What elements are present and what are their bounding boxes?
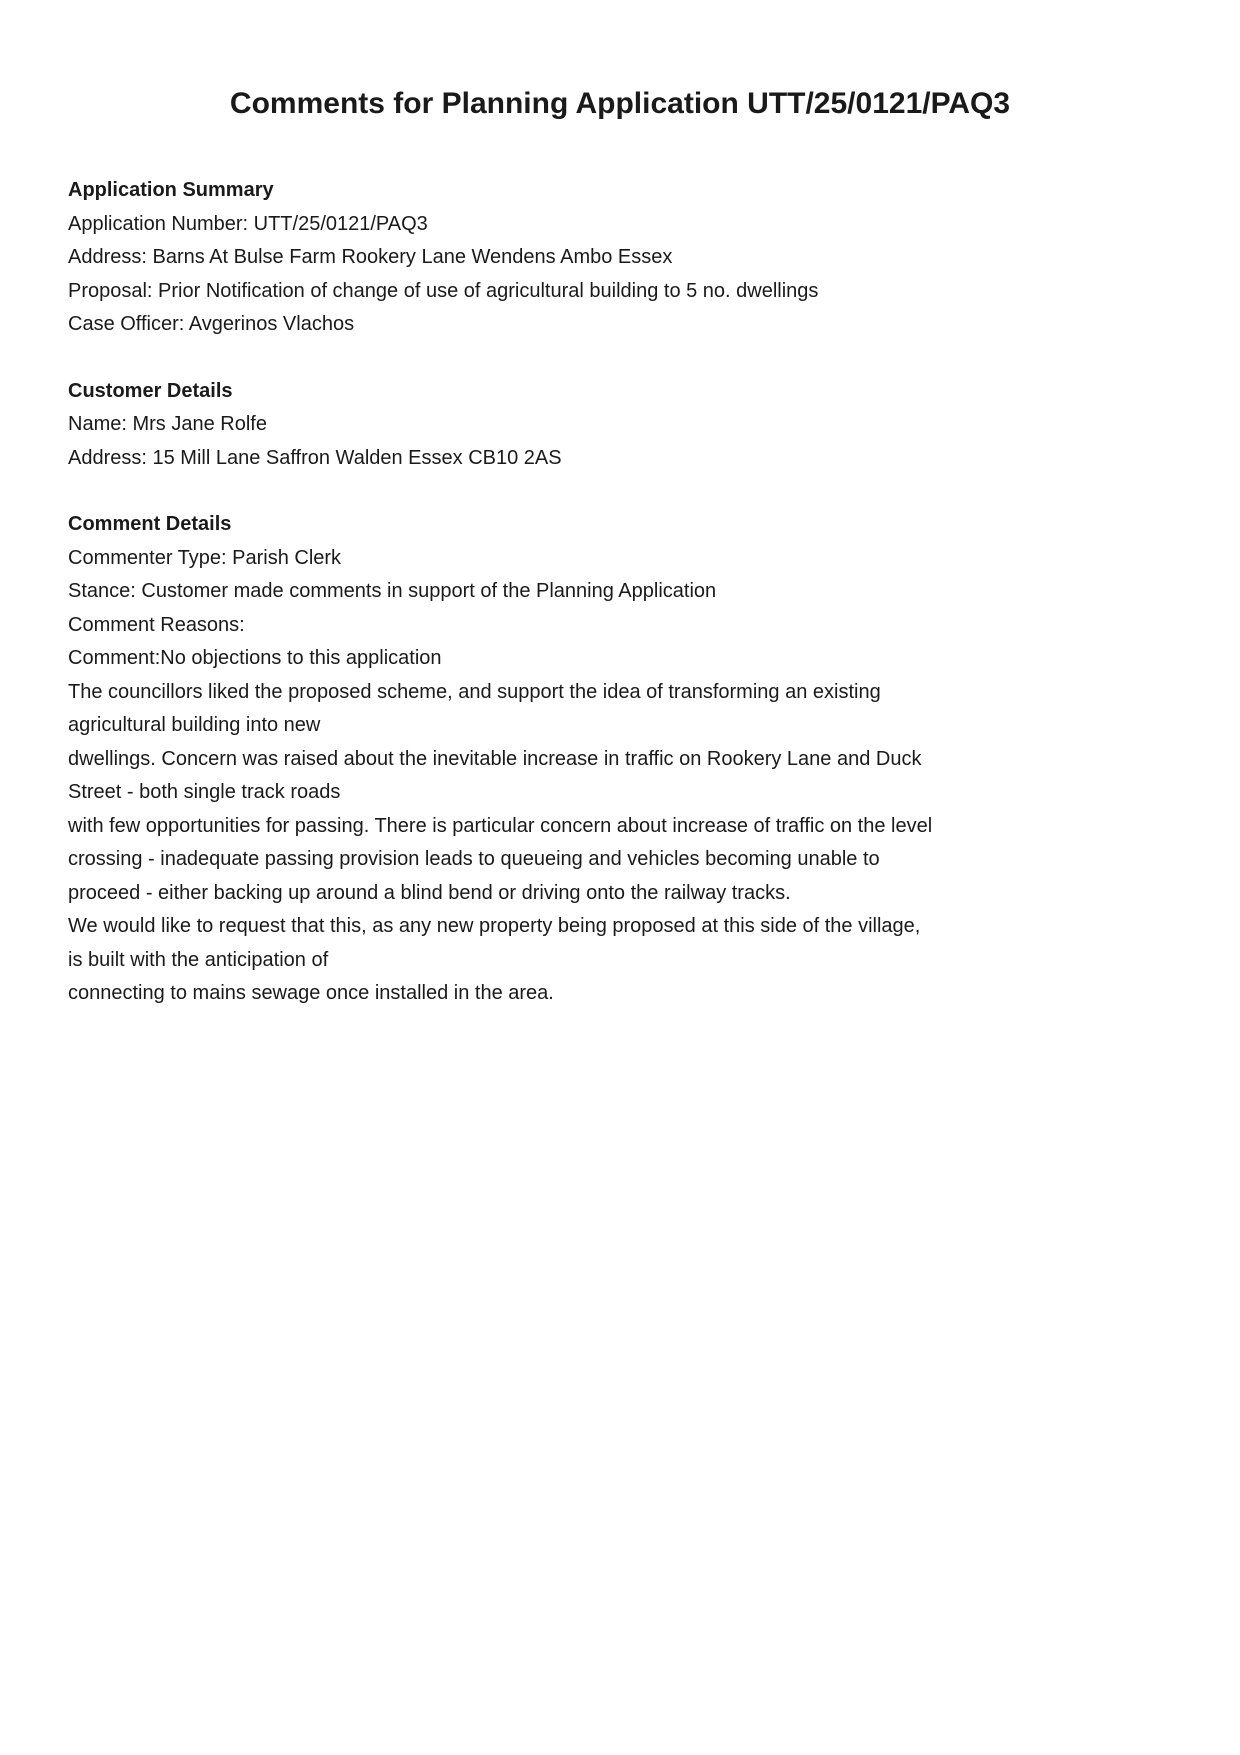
- text-line: Comment:No objections to this application: [68, 647, 442, 669]
- text-line: Commenter Type: Parish Clerk: [68, 546, 342, 569]
- page-title: Comments for Planning Application UTT/25/0121/PAQ3: [229, 87, 1011, 120]
- section-heading: Customer Details: [68, 379, 233, 402]
- section-customer-details: [68, 375, 1172, 476]
- text-line: Address: 15 Mill Lane Saffron Walden Essex CB10 2AS: [68, 446, 562, 469]
- text-line: Stance: Customer made comments in support of the Planning Application: [68, 580, 717, 602]
- text-line: with few opportunities for passing. There is particular concern about increase of traffic on the level: [68, 814, 933, 837]
- text-line: crossing - inadequate passing provision leads to queueing and vehicles becoming unable to: [68, 848, 880, 870]
- section-heading: Comment Details: [68, 513, 232, 535]
- text-line: Case Officer: Avgerinos Vlachos: [68, 313, 355, 335]
- section-heading: Application Summary: [68, 179, 274, 201]
- text-line: agricultural building into new: [68, 714, 321, 736]
- text-line: Street - both single track roads: [68, 781, 341, 803]
- text-line: dwellings. Concern was raised about the inevitable increase in traffic on Rookery Lane and Duck: [68, 747, 922, 770]
- document-sections: [68, 174, 1172, 1011]
- text-line: Proposal: Prior Notification of change of use of agricultural building to 5 no. dwellings: [68, 279, 819, 302]
- text-line: Application Number: UTT/25/0121/PAQ3: [68, 212, 428, 235]
- text-line: is built with the anticipation of: [68, 948, 329, 971]
- text-line: We would like to request that this, as any new property being proposed at this side of the village,: [68, 915, 921, 937]
- section-application-summary: [68, 174, 1172, 342]
- text-line: Comment Reasons:: [68, 613, 245, 636]
- text-line: Name: Mrs Jane Rolfe: [68, 413, 267, 435]
- text-line: proceed - either backing up around a blind bend or driving onto the railway tracks.: [68, 881, 791, 904]
- text-line: connecting to mains sewage once installed in the area.: [68, 982, 554, 1004]
- section-comment-details: [68, 508, 1172, 1011]
- text-line: The councillors liked the proposed scheme, and support the idea of transforming an existing: [68, 680, 881, 703]
- text-line: Address: Barns At Bulse Farm Rookery Lane Wendens Ambo Essex: [68, 246, 673, 268]
